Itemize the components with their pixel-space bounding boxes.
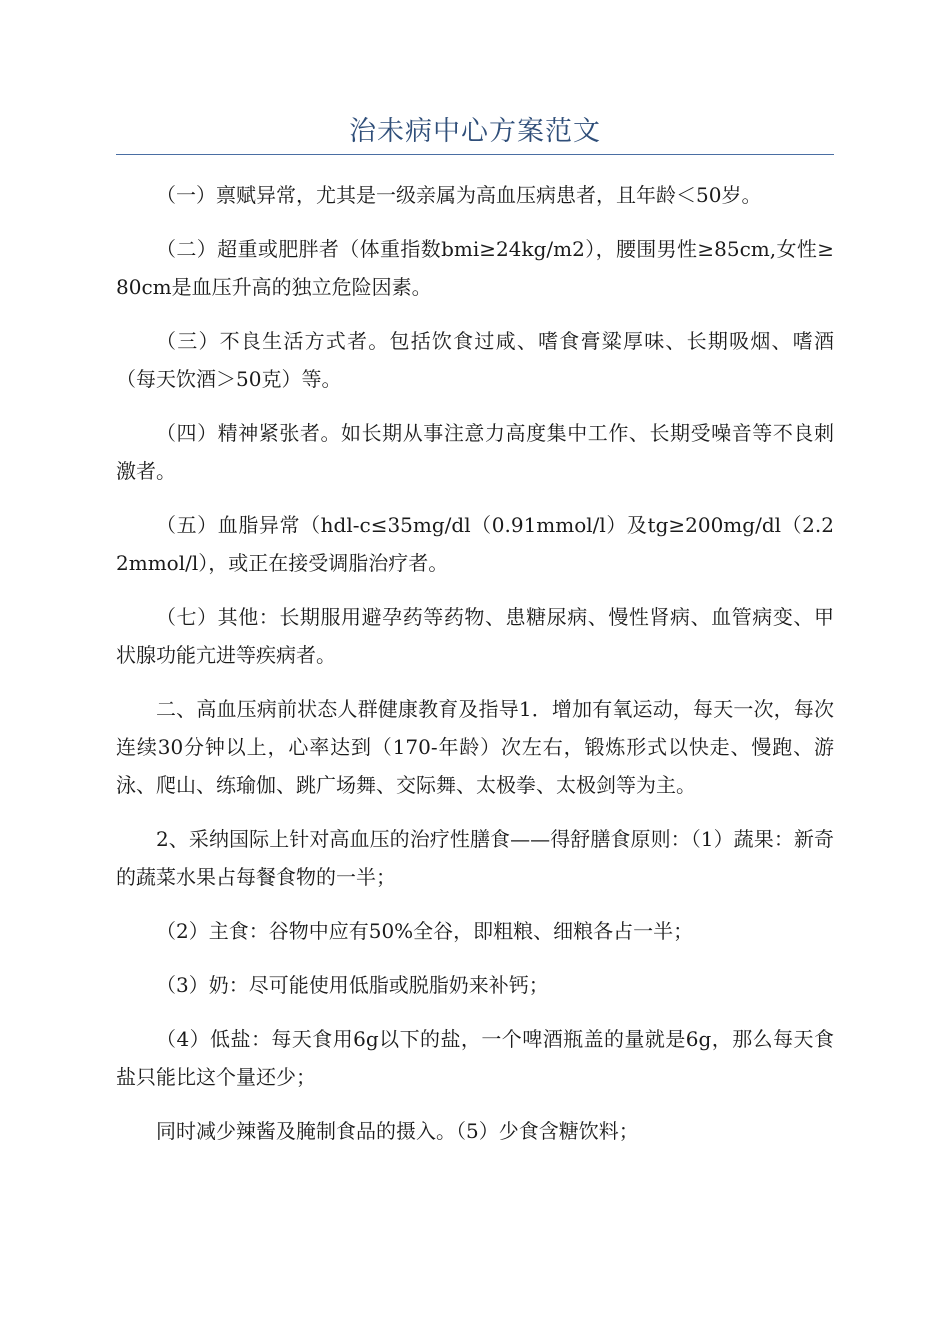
paragraph-1: （一）禀赋异常，尤其是一级亲属为高血压病患者，且年龄＜50岁。 [156, 183, 762, 207]
paragraph-5: （五）血脂异常（hdl-c≤35mg/dl（0.91mmol/l）及tg≥200mg/dl（2.22mmol/l），或正在接受调脂治疗者。 [116, 513, 834, 575]
document-body [116, 176, 834, 1166]
paragraph-6: （七）其他：长期服用避孕药等药物、患糖尿病、慢性肾病、血管病变、甲状腺功能亢进等疾病者。 [116, 605, 834, 667]
paragraph-11: （4）低盐：每天食用6g以下的盐，一个啤酒瓶盖的量就是6g，那么每天食盐只能比这个量还少； [116, 1027, 834, 1089]
paragraph-10: （3）奶：尽可能使用低脂或脱脂奶来补钙； [156, 973, 549, 997]
paragraph-3: （三）不良生活方式者。包括饮食过咸、嗜食膏粱厚味、长期吸烟、嗜酒（每天饮酒＞50克）等。 [116, 329, 834, 391]
document-title: 治未病中心方案范文 [349, 116, 601, 147]
paragraph-7: 二、高血压病前状态人群健康教育及指导1．增加有氧运动，每天一次，每次连续30分钟以上，心率达到（170-年龄）次左右，锻炼形式以快走、慢跑、游泳、爬山、练瑜伽、跳广场舞、交际舞、太极拳、太极剑等为主。 [116, 697, 834, 797]
paragraph-2: （二）超重或肥胖者（体重指数bmi≥24kg/m2），腰围男性≥85cm,女性≥80cm是血压升高的独立危险因素。 [116, 237, 834, 299]
paragraph-4: （四）精神紧张者。如长期从事注意力高度集中工作、长期受噪音等不良刺激者。 [116, 421, 834, 483]
paragraph-12: 同时减少辣酱及腌制食品的摄入。（5）少食含糖饮料； [156, 1119, 639, 1143]
paragraph-8: 2、采纳国际上针对高血压的治疗性膳食——得舒膳食原则：（1）蔬果：新奇的蔬菜水果占每餐食物的一半； [116, 827, 834, 889]
paragraph-9: （2）主食：谷物中应有50%全谷，即粗粮、细粮各占一半； [156, 919, 694, 943]
title-underline [116, 154, 834, 155]
